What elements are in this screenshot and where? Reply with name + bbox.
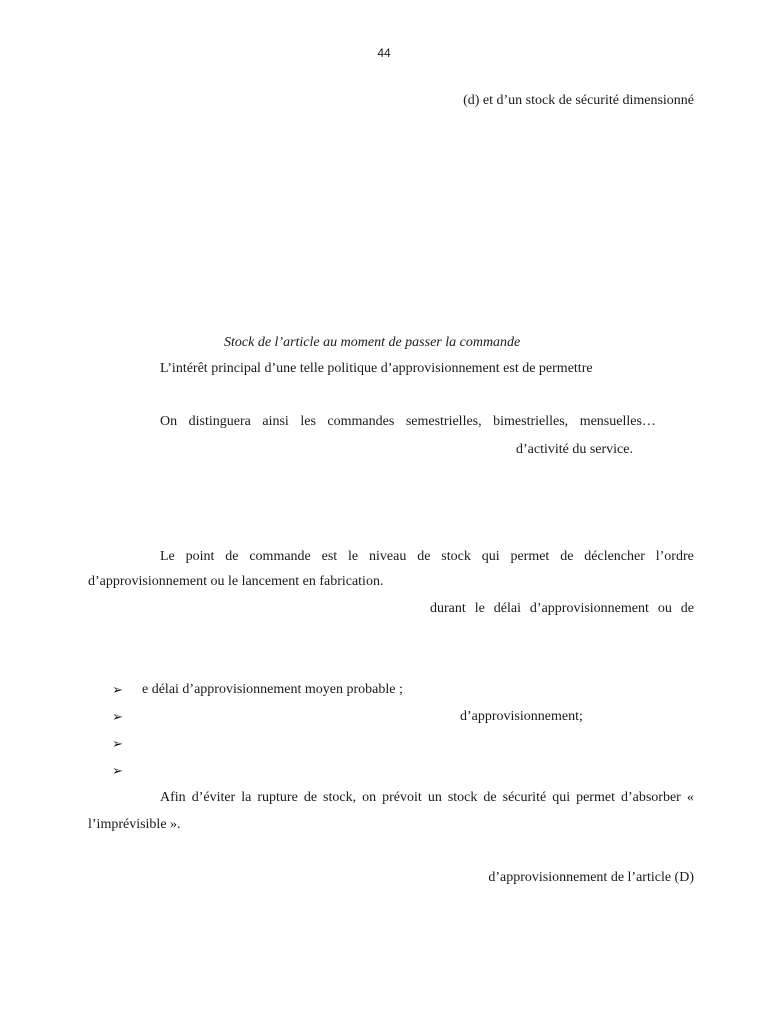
word: déclencher — [584, 549, 645, 564]
word: semestrielles, — [405, 414, 482, 429]
word: ou — [657, 601, 672, 616]
text-line-point-commande — [160, 548, 694, 566]
word: d’approvisionnement — [529, 601, 649, 616]
text-line-rupture — [160, 789, 694, 807]
text-line-imprevisible: l’imprévisible ». — [88, 817, 181, 832]
word: qui — [481, 549, 500, 564]
word: on — [362, 790, 377, 805]
word: bimestrielles, — [493, 414, 569, 429]
text-line-activite: d’activité du service. — [515, 442, 633, 457]
word: « — [686, 790, 694, 805]
text-line-stock-securite: (d) et d’un stock de sécurité dimensionné — [463, 93, 694, 108]
bullet-arrow-icon: ➢ — [112, 736, 123, 751]
bullet-item-delai: e délai d’approvisionnement moyen probable ; — [142, 682, 403, 697]
word: le — [474, 601, 485, 616]
word: l’ordre — [655, 549, 694, 564]
word: permet — [510, 549, 550, 564]
word: On — [160, 414, 178, 429]
word: qui — [552, 790, 571, 805]
word: d’absorber — [620, 790, 681, 805]
page-number: 44 — [377, 46, 391, 60]
word: rupture — [257, 790, 298, 805]
text-line-durant — [430, 600, 694, 618]
word: distinguera — [188, 414, 251, 429]
word: point — [185, 549, 215, 564]
bullet-item-approvisionnement: d’approvisionnement; — [460, 709, 583, 724]
word: stock, — [323, 790, 357, 805]
word: commande — [249, 549, 311, 564]
text-line-article: d’approvisionnement de l’article (D) — [488, 870, 694, 885]
word: de — [417, 549, 431, 564]
word: de — [303, 790, 318, 805]
word: de — [225, 549, 239, 564]
word: est — [321, 549, 338, 564]
word: Afin — [160, 790, 186, 805]
word: sécurité — [502, 790, 547, 805]
word: stock — [447, 790, 478, 805]
word: délai — [493, 601, 521, 616]
bullet-arrow-icon: ➢ — [112, 682, 123, 697]
bullet-arrow-icon: ➢ — [112, 709, 123, 724]
word: durant — [430, 601, 466, 616]
word: le — [348, 549, 359, 564]
word: ainsi — [262, 414, 289, 429]
figure-caption: Stock de l’article au moment de passer la commande — [224, 335, 521, 350]
word: niveau — [369, 549, 407, 564]
word: les — [300, 414, 316, 429]
text-line-distinguera — [160, 413, 656, 431]
word: Le — [160, 549, 175, 564]
word: de — [483, 790, 497, 805]
word: stock — [441, 549, 471, 564]
word: de — [680, 601, 694, 616]
word: prévoit — [382, 790, 422, 805]
word: commandes — [327, 414, 395, 429]
text-line-interet: L’intérêt principal d’une telle politique d’approvisionnement est de permettre — [160, 361, 593, 376]
text-line-approvisionnement: d’approvisionnement ou le lancement en fabrication. — [88, 574, 384, 589]
word: permet — [576, 790, 615, 805]
word: mensuelles… — [579, 414, 656, 429]
word: la — [241, 790, 252, 805]
word: un — [427, 790, 442, 805]
word: de — [560, 549, 574, 564]
bullet-arrow-icon: ➢ — [112, 763, 123, 778]
word: d’éviter — [191, 790, 236, 805]
